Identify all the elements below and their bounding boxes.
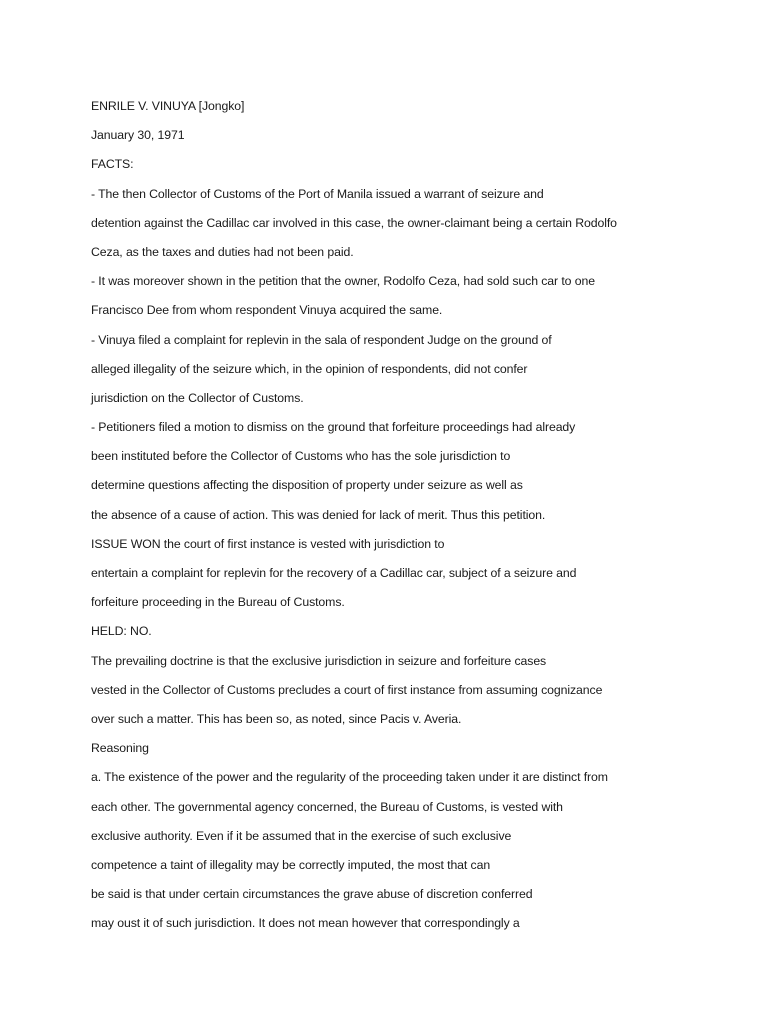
text-line: jurisdiction on the Collector of Customs. <box>91 390 304 405</box>
text-line: each other. The governmental agency concerned, the Bureau of Customs, is vested with <box>91 799 563 814</box>
text-line: Ceza, as the taxes and duties had not been paid. <box>91 244 354 259</box>
text-line: over such a matter. This has been so, as noted, since Pacis v. Averia. <box>91 711 462 726</box>
reasoning-heading: Reasoning <box>91 741 149 756</box>
text-line: be said is that under certain circumstances the grave abuse of discretion conferred <box>91 887 533 902</box>
case-date: January 30, 1971 <box>91 128 185 143</box>
text-line: - Vinuya filed a complaint for replevin in the sala of respondent Judge on the ground of <box>91 332 552 347</box>
document-body <box>91 92 751 938</box>
text-line: entertain a complaint for replevin for the recovery of a Cadillac car, subject of a seizure and <box>91 566 577 580</box>
text-line: vested in the Collector of Customs precludes a court of first instance from assuming cognizance <box>91 682 603 697</box>
text-line: - It was moreover shown in the petition that the owner, Rodolfo Ceza, had sold such car to one <box>91 274 595 289</box>
text-line: - Petitioners filed a motion to dismiss on the ground that forfeiture proceedings had already <box>91 420 576 435</box>
text-line: The prevailing doctrine is that the exclusive jurisdiction in seizure and forfeiture cases <box>91 653 547 668</box>
text-line: determine questions affecting the disposition of property under seizure as well as <box>91 478 523 493</box>
text-line: exclusive authority. Even if it be assumed that in the exercise of such exclusive <box>91 828 512 843</box>
text-line: - The then Collector of Customs of the Port of Manila issued a warrant of seizure and <box>91 186 544 201</box>
text-line: Francisco Dee from whom respondent Vinuya acquired the same. <box>91 303 443 318</box>
text-line: detention against the Cadillac car involved in this case, the owner-claimant being a certain Rodolfo <box>91 215 617 230</box>
text-line: a. The existence of the power and the regularity of the proceeding taken under it are distinct from <box>91 770 608 785</box>
text-line: competence a taint of illegality may be correctly imputed, the most that can <box>91 857 491 872</box>
text-line: forfeiture proceeding in the Bureau of Customs. <box>91 595 345 610</box>
facts-heading: FACTS: <box>91 157 134 172</box>
text-line: alleged illegality of the seizure which, in the opinion of respondents, did not confer <box>91 361 528 376</box>
text-line: may oust it of such jurisdiction. It does not mean however that correspondingly a <box>91 916 520 931</box>
issue-line: ISSUE WON the court of first instance is vested with jurisdiction to <box>91 536 445 551</box>
case-title: ENRILE V. VINUYA [Jongko] <box>91 99 245 113</box>
text-line: been instituted before the Collector of Customs who has the sole jurisdiction to <box>91 449 511 464</box>
text-line: the absence of a cause of action. This was denied for lack of merit. Thus this petition. <box>91 507 546 522</box>
held-heading: HELD: NO. <box>91 624 152 639</box>
